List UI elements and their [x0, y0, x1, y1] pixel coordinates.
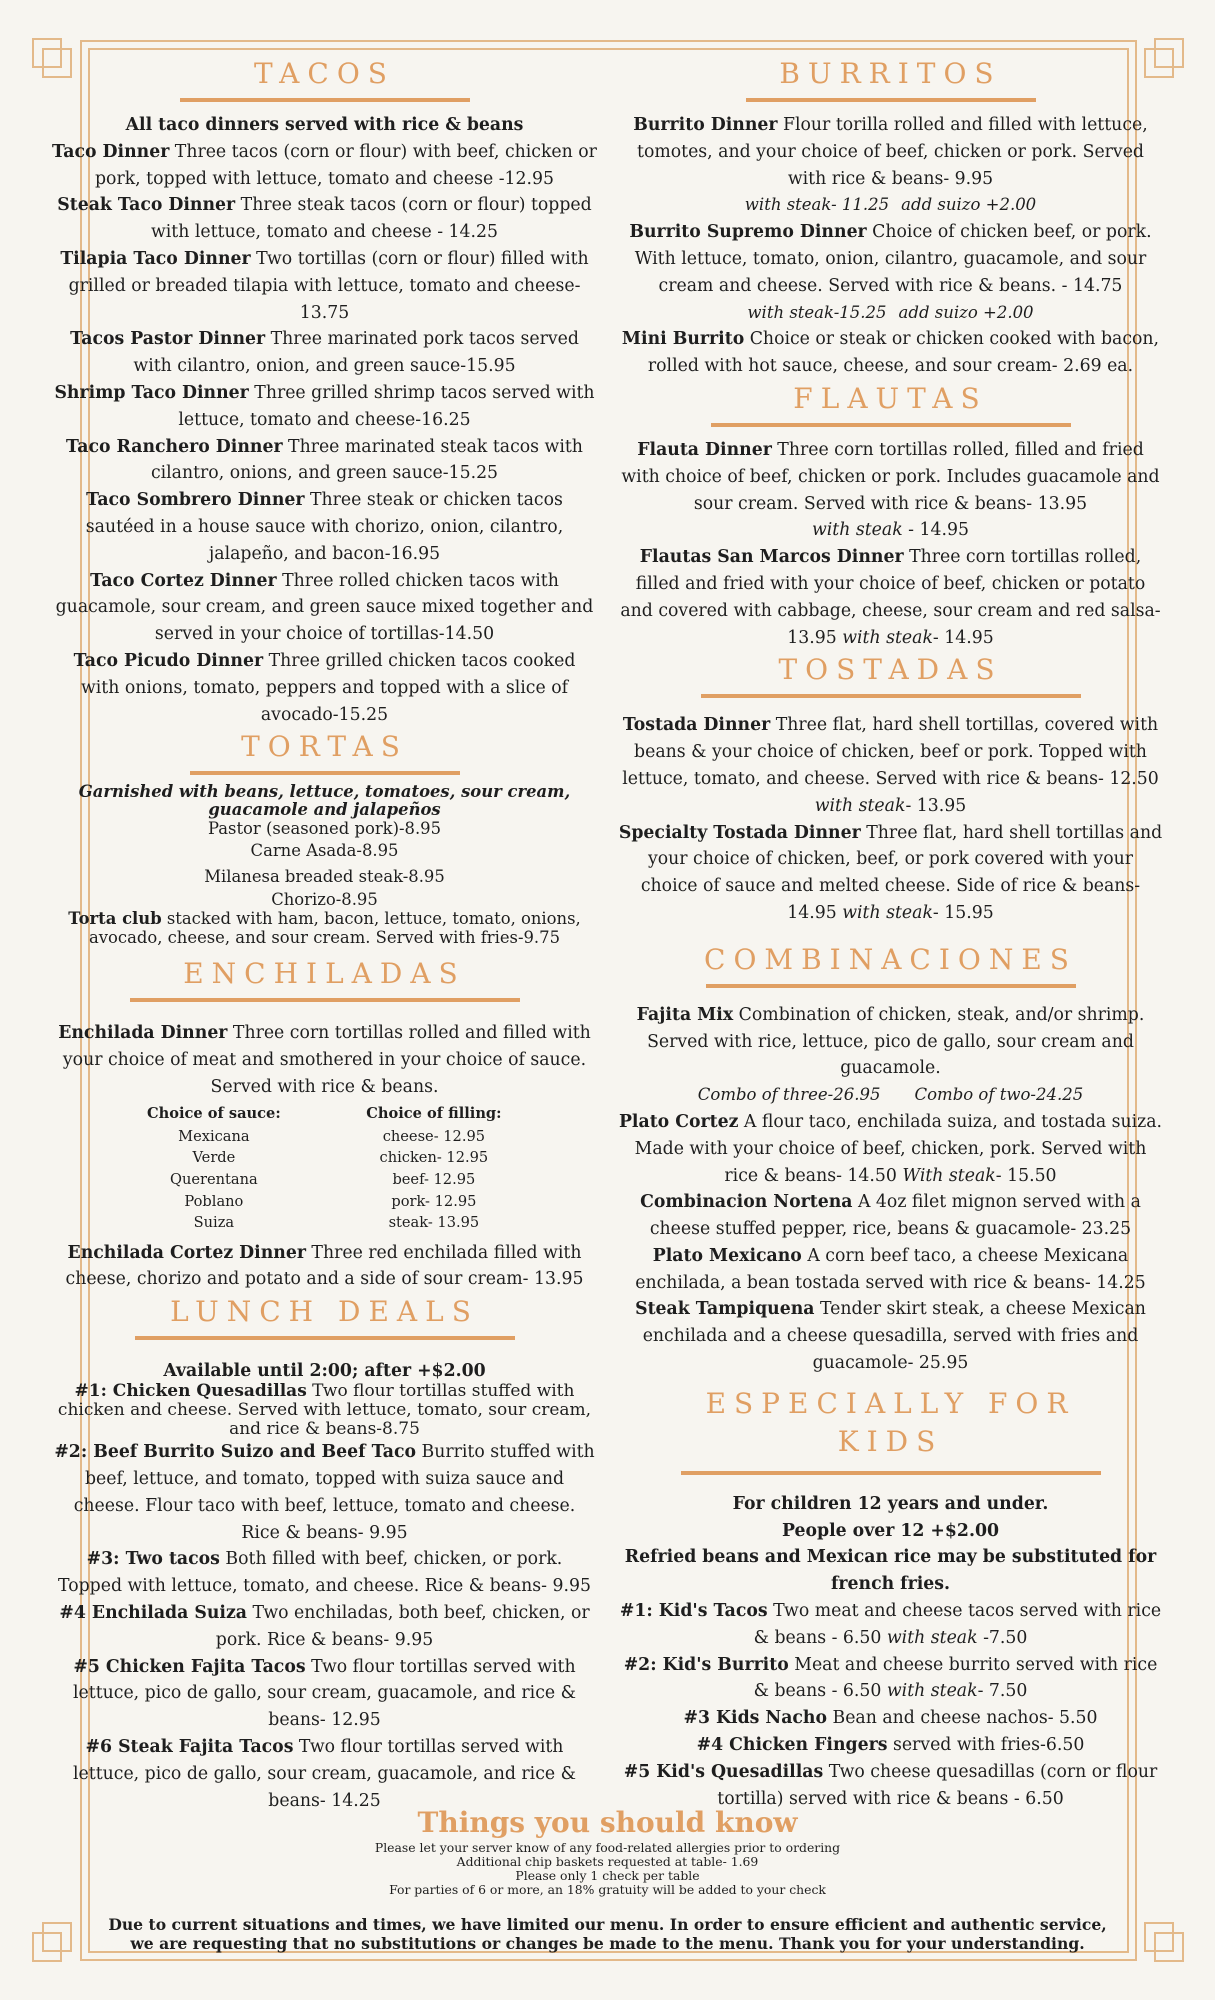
tostadas-section	[618, 651, 1163, 926]
table-row: Verde chicken- 12.95	[192, 1149, 489, 1167]
menu-item: Tostada Dinner Three flat, hard shell tortillas, covered with beans & your choice of chicken, beef or pork. Topped with lettuce, tomato, and cheese. Served with rice & beans- 12.50 with steak- 13.95	[622, 715, 1159, 816]
burritos-title: BURRITOS	[779, 57, 1002, 90]
menu-item: Burrito Supremo Dinner Choice of chicken beef, or pork. With lettuce, tomato, onion, cilantro, guacamole, and sour cream and cheese. Served with rice & beans. - 14.75	[629, 222, 1152, 296]
menu-item: Taco Cortez Dinner Three rolled chicken tacos with guacamole, sour cream, and green sauce mixed together and served in your choice of tortillas-14.50	[55, 570, 594, 645]
tortas-title: TORTAS	[241, 730, 408, 764]
menu-item: #3: Two tacos Both filled with beef, chicken, or pork. Topped with lettuce, tomato, and cheese. Rice & beans- 9.95	[58, 1549, 591, 1597]
menu-item: Fajita Mix Combination of chicken, steak, and/or shrimp. Served with rice, lettuce, pico de gallo, sour cream and guacamole.	[636, 1004, 1145, 1079]
table-row: Querentana beef- 12.95	[170, 1170, 476, 1188]
menu-item: Shrimp Taco Dinner Three grilled shrimp tacos served with lettuce, tomato and cheese-16.25	[54, 382, 595, 430]
menu-item: Taco Dinner Three tacos (corn or flour) with beef, chicken or pork, topped with lettuce, tomato and cheese -12.95	[52, 141, 597, 189]
menu-item: #2: Kid's Burrito Meat and cheese burrito served with rice & beans - 6.50 with steak- 7.50	[623, 1654, 1158, 1702]
tacos-note: All taco dinners served with rice & beans	[125, 115, 524, 135]
menu-item: Burrito Dinner Flour torilla rolled and filled with lettuce, tomotes, and your choice of beef, chicken or pork. Served with rice & beans- 9.95	[633, 115, 1148, 189]
table-row: Mexicana cheese- 12.95	[178, 1127, 486, 1145]
tacos-title: TACOS	[254, 57, 395, 90]
menu-item-sub: with steak- 11.25 add suizo +2.00	[744, 195, 1037, 215]
menu-item: Taco Ranchero Dinner Three marinated steak tacos with cilantro, onions, and green sauce-15.25	[66, 436, 583, 484]
combinaciones-divider	[706, 984, 1076, 988]
menu-item: Chorizo-8.95	[271, 890, 378, 910]
corner-ornament-bottom-right	[1140, 1918, 1184, 1962]
menu-item: Combinacion Nortena A 4oz filet mignon served with a cheese stuffed pepper, rice, beans & guacamole- 23.25	[640, 1192, 1141, 1240]
menu-item: Tacos Pastor Dinner Three marinated pork tacos served with cilantro, onion, and green sauce-15.95	[70, 329, 579, 377]
flautas-divider	[711, 423, 1071, 427]
menu-item: #2: Beef Burrito Suizo and Beef Taco Burrito stuffed with beef, lettuce, and tomato, topped with suiza sauce and cheese. Flour taco with beef, lettuce, tomato and cheese. Rice & beans- 9.95	[54, 1442, 595, 1543]
lunch-deals-section	[52, 1293, 597, 1814]
menu-item-sub: with steak-15.25 add suizo +2.00	[747, 302, 1034, 322]
tostadas-divider	[701, 694, 1081, 698]
menu-item: Plato Mexicano A corn beef taco, a cheese Mexicana enchilada, a bean tostada served with rice & beans- 14.25	[635, 1245, 1146, 1293]
lunch-deals-divider	[135, 1336, 515, 1340]
enchiladas-title: ENCHILADAS	[183, 957, 466, 991]
menu-disclaimer: Due to current situations and times, we have limited our menu. In order to ensure efficient and authentic service, we are requesting that no substitutions or changes be made to the menu. Thank you for your understanding.	[108, 1915, 1107, 1953]
menu-item: Flautas San Marcos Dinner Three corn tortillas rolled, filled and fried with your choice of beef, chicken or potato and covered with cabbage, cheese, sour cream and red salsa- 13.95 with steak- 14.95	[620, 547, 1161, 648]
tacos-divider	[180, 98, 470, 102]
things-to-know-section	[0, 1805, 1215, 1897]
enchilada-choices-table	[105, 1105, 545, 1234]
menu-item: #6 Steak Fajita Tacos Two flour tortillas served with lettuce, pico de gallo, sour cream, guacamole, and rice & beans- 14.25	[73, 1737, 576, 1811]
menu-item-sub: with steak - 14.95	[811, 520, 969, 541]
menu-item: Taco Sombrero Dinner Three steak or chicken tacos sautéed in a house sauce with chorizo, onion, cilantro, jalapeño, and bacon-16.95	[85, 490, 564, 564]
info-line: Additional chip baskets requested at table- 1.69	[456, 1854, 759, 1869]
kids-divider	[681, 1471, 1101, 1475]
burritos-section	[618, 55, 1163, 380]
lunch-note: Available until 2:00; after +$2.00	[163, 1361, 486, 1382]
tacos-section	[52, 55, 597, 728]
menu-item: #3 Kids Nacho Bean and cheese nachos- 5.50	[683, 1708, 1098, 1729]
menu-item: Taco Picudo Dinner Three grilled chicken tacos cooked with onions, tomato, peppers and topped with a slice of avocado-15.25	[73, 650, 576, 725]
menu-item: Carne Asada-8.95	[250, 841, 399, 861]
menu-item: Pastor (seasoned pork)-8.95	[207, 819, 442, 839]
menu-item: #1: Kid's Tacos Two meat and cheese tacos served with rice & beans - 6.50 with steak -7.50	[619, 1601, 1162, 1648]
lunch-deals-title: LUNCH DEALS	[170, 1295, 479, 1329]
menu-item: Specialty Tostada Dinner Three flat, hard shell tortillas and your choice of chicken, beef, or pork covered with your choice of sauce and melted cheese. Side of rice & beans- 14.95 with steak- 15.95	[618, 822, 1163, 923]
flautas-title: FLAUTAS	[793, 381, 988, 415]
filling-header: Choice of filling:	[366, 1104, 502, 1122]
kids-note: People over 12 +$2.00	[781, 1520, 1000, 1541]
menu-item: #4 Enchilada Suiza Two enchiladas, both beef, chicken, or pork. Rice & beans- 9.95	[59, 1603, 590, 1650]
info-line: Please let your server know of any food-related allergies prior to ordering	[374, 1840, 841, 1855]
info-line: Please only 1 check per table	[515, 1868, 700, 1883]
menu-item: Plato Cortez A flour taco, enchilada suiza, and tostada suiza. Made with your choice of beef, chicken, pork. Served with rice & beans- 14.50 With steak- 15.50	[618, 1111, 1163, 1186]
combinaciones-title: COMBINACIONES	[704, 942, 1077, 976]
menu-item: #5 Kid's Quesadillas Two cheese quesadillas (corn or flour tortilla) served with rice & beans - 6.50	[623, 1761, 1158, 1809]
corner-ornament-bottom-left	[32, 1918, 76, 1962]
table-row: Suiza steak- 13.95	[193, 1214, 480, 1232]
kids-title: ESPECIALLY FOR KIDS	[705, 1386, 1076, 1458]
menu-item: Steak Tampiquena Tender skirt steak, a cheese Mexican enchilada and a cheese quesadilla, served with fries and guacamole- 25.95	[635, 1299, 1146, 1374]
tortas-divider	[190, 771, 460, 775]
menu-item: #1: Chicken Quesadillas Two flour tortillas stuffed with chicken and cheese. Served with lettuce, tomato, sour cream, and rice & beans-8.75	[57, 1381, 592, 1440]
menu-item: Mini Burrito Choice or steak or chicken cooked with bacon, rolled with hot sauce, cheese, and sour cream- 2.69 ea.	[621, 329, 1160, 377]
menu-item: Steak Taco Dinner Three steak tacos (corn or flour) topped with lettuce, tomato and cheese - 14.25	[57, 195, 592, 243]
menu-item: Enchilada Cortez Dinner Three red enchilada filled with cheese, chorizo and potato and a side of sour cream- 13.95	[65, 1242, 584, 1290]
menu-item: #4 Chicken Fingers served with fries-6.50	[696, 1735, 1085, 1756]
table-row: Poblano pork- 12.95	[184, 1192, 477, 1210]
tostadas-title: TOSTADAS	[778, 653, 1003, 687]
right-column	[618, 55, 1163, 1812]
enchiladas-divider	[130, 998, 520, 1002]
kids-note: For children 12 years and under.	[732, 1493, 1049, 1514]
menu-item: Enchilada Dinner Three corn tortillas rolled and filled with your choice of meat and smothered in your choice of sauce. Served with rice & beans.	[58, 1023, 591, 1097]
tortas-note: Garnished with beans, lettuce, tomatoes, sour cream, guacamole and jalapeños	[78, 782, 571, 820]
enchiladas-section	[52, 955, 597, 1293]
menu-item: Torta club stacked with ham, bacon, lettuce, tomato, onions, avocado, cheese, and sour cream. Served with fries-9.75	[68, 909, 581, 948]
flautas-section	[618, 380, 1163, 651]
combinaciones-section	[618, 941, 1163, 1377]
kids-section	[618, 1385, 1163, 1813]
menu-item: #5 Chicken Fajita Tacos Two flour tortillas served with lettuce, pico de gallo, sour cream, guacamole, and rice & beans- 12.95	[73, 1656, 576, 1731]
menu-item-sub: Combo of three-26.95 Combo of two-24.25	[697, 1085, 1084, 1105]
menu-item: Tilapia Taco Dinner Two tortillas (corn or flour) filled with grilled or breaded tilapia with lettuce, tomato and cheese-13.75	[60, 248, 589, 323]
info-line: For parties of 6 or more, an 18% gratuity will be added to your check	[389, 1882, 826, 1897]
things-to-know-title: Things you should know	[417, 1806, 798, 1839]
tortas-section	[52, 728, 597, 947]
burritos-divider	[746, 98, 1036, 102]
kids-note: Refried beans and Mexican rice may be substituted for french fries.	[624, 1547, 1157, 1595]
menu-item: Milanesa breaded steak-8.95	[204, 867, 445, 887]
left-column	[52, 55, 597, 1814]
menu-item: Flauta Dinner Three corn tortillas rolled, filled and fried with choice of beef, chicken or pork. Includes guacamole and sour cream. Served with rice & beans- 13.95	[621, 439, 1160, 514]
sauce-header: Choice of sauce:	[147, 1104, 281, 1122]
